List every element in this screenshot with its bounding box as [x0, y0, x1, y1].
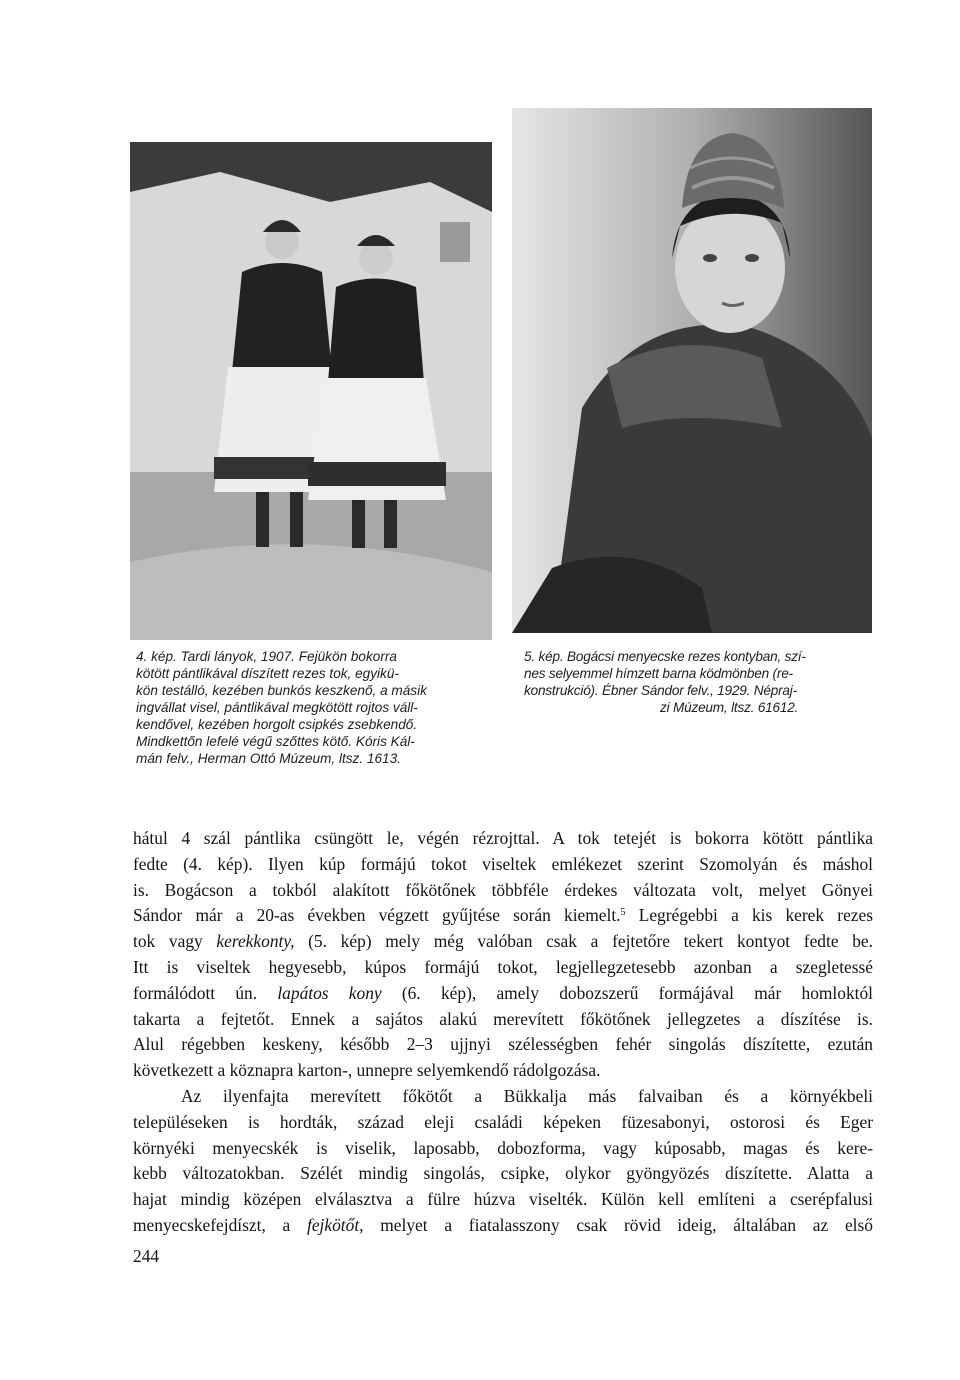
body-line: fedte (4. kép). Ilyen kúp formájú tokot viseltek emlékezet szerint Szomolyán és máshol [133, 853, 873, 874]
caption-figure-5 [524, 648, 870, 716]
body-line: kebb változatokban. Szélét mindig singolás, csipke, olykor gyöngyözés díszítette. Alatta a [133, 1163, 873, 1184]
body-line: környéki menyecskék is viselik, laposabb, dobozforma, vagy kúposabb, magas és kere- [133, 1137, 873, 1158]
caption-line: kötött pántlikával díszített rezes tok, egyikü- [136, 666, 399, 681]
body-line: takarta a fejtetőt. Ennek a sajátos alakú merevített főkötőnek jellegzetes a díszítése is. [133, 1008, 873, 1029]
photo-bogacsi-woman [512, 108, 872, 633]
body-line [133, 1213, 873, 1239]
caption-line: nes selyemmel hímzett barna ködmönben (re- [524, 666, 793, 681]
body-line [133, 903, 873, 929]
caption-line: 5. kép. Bogácsi menyecske rezes kontyban, szí- [524, 649, 806, 664]
body-line: Az ilyenfajta merevített főkötőt a Bükkalja más falvaiban és a környékbeli [181, 1085, 873, 1106]
caption-line: 4. kép. Tardi lányok, 1907. Fejükön bokorra [136, 649, 397, 664]
body-line: is. Bogácson a tokból alakított főkötőnek többféle érdekes változata volt, melyet Gönyei [133, 879, 873, 900]
photo-tardi-girls-image [130, 142, 492, 640]
body-text-run: Sándor már a 20-as években végzett gyűjtése során kiemelt. [133, 905, 621, 926]
page-number: 244 [133, 1246, 160, 1266]
body-text-run: formálódott ún. [133, 982, 278, 1003]
caption-line: mán felv., Herman Ottó Múzeum, ltsz. 1613. [136, 751, 401, 766]
caption-line: Mindkettőn lefelé végű szőttes kötő. Kóris Kál- [136, 734, 415, 749]
body-line: Itt is viseltek hegyesebb, kúpos formájú tokot, legjellegzetesebb azonban a szegletessé [133, 956, 873, 977]
italic-term: lapátos kony [277, 982, 382, 1003]
body-line [133, 929, 873, 955]
footnote-ref: 5 [620, 907, 626, 919]
italic-term: fejkötőt, [307, 1214, 364, 1235]
body-line: településeken is hordták, század eleji családi képeken füzesabonyi, ostorosi és Eger [133, 1111, 873, 1132]
caption-line: kön testálló, kezében bunkós keszkenő, a másik [136, 683, 427, 698]
body-text-run: Legrégebbi a kis kerek rezes [625, 905, 873, 926]
caption-line: kendővel, kezében horgolt csipkés zsebkendő. [136, 717, 418, 732]
body-text-run: melyet a fiatalasszony csak rövid ideig, általában az első [363, 1214, 873, 1235]
body-line: hajat mindig középen elválasztva a fülre húzva viselték. Külön kell említeni a cserépfalusi [133, 1189, 873, 1210]
body-text-run: (6. kép), amely dobozszerű formájával már homloktól [381, 982, 873, 1003]
body-text-run: (5. kép) mely még valóban csak a fejtetőre tekert kontyot fedte be. [294, 931, 873, 952]
body-line: következett a köznapra karton-, unnepre selyemkendő rádolgozása. [133, 1060, 601, 1081]
photo-bogacsi-woman-image [512, 108, 872, 633]
body-text-run: tok vagy [133, 931, 217, 952]
caption-line: konstrukció). Ébner Sándor felv., 1929. Népraj- [524, 683, 797, 698]
italic-term: kerekkonty, [216, 931, 295, 952]
body-line: Alul régebben keskeny, később 2–3 ujjnyi szélességben fehér singolás díszítette, ezután [133, 1034, 873, 1055]
caption-figure-4 [136, 648, 488, 767]
body-text-run: menyecskefejdíszt, a [133, 1214, 307, 1235]
caption-line: zi Múzeum, ltsz. 61612. [660, 700, 799, 715]
body-line [133, 981, 873, 1007]
body-text [133, 826, 873, 1239]
caption-line: ingvállat visel, pántlikával megkötött rojtos váll- [136, 700, 418, 715]
body-line: hátul 4 szál pántlika csüngött le, végén rézrojttal. A tok tetejét is bokorra kötött pántlika [133, 828, 873, 848]
photo-tardi-girls [130, 142, 492, 640]
